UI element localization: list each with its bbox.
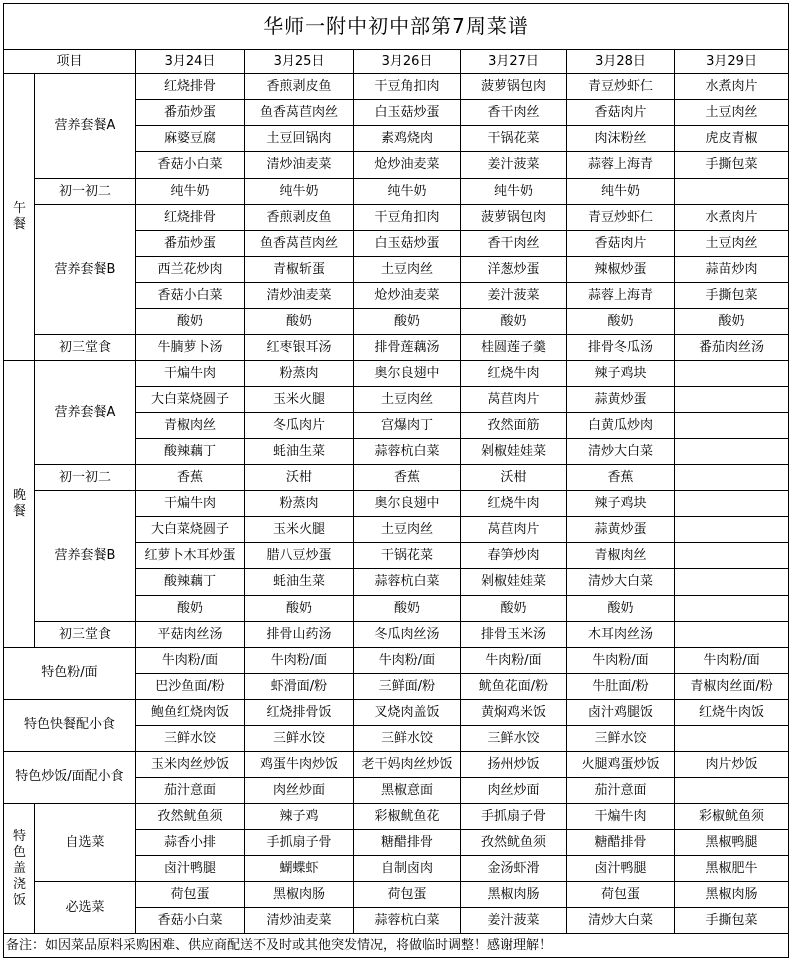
menu-cell: 红枣银耳汤 <box>245 334 354 360</box>
menu-cell: 酸辣藕丁 <box>136 569 245 595</box>
menu-cell: 肉丝炒面 <box>245 777 354 803</box>
menu-cell: 香蕉 <box>136 465 245 491</box>
table-row <box>4 751 789 777</box>
menu-cell: 清炒油麦菜 <box>245 282 354 308</box>
menu-cell: 干煸牛肉 <box>567 804 675 830</box>
menu-cell <box>675 569 789 595</box>
menu-cell: 蒜蓉杭白菜 <box>354 569 461 595</box>
menu-cell: 香煎剥皮鱼 <box>245 204 354 230</box>
menu-cell: 干煸牛肉 <box>136 360 245 386</box>
header-date: 3月25日 <box>245 49 354 73</box>
menu-cell: 红烧牛肉 <box>461 491 567 517</box>
menu-cell: 土豆肉丝 <box>354 256 461 282</box>
menu-cell: 干锅花菜 <box>354 543 461 569</box>
menu-cell: 桂圆莲子羹 <box>461 334 567 360</box>
menu-cell: 酸奶 <box>354 595 461 621</box>
menu-cell: 糖醋排骨 <box>567 830 675 856</box>
menu-cell: 黑椒鸭腿 <box>675 830 789 856</box>
menu-cell: 黑椒肉肠 <box>461 882 567 908</box>
menu-cell: 糖醋排骨 <box>354 830 461 856</box>
menu-cell <box>675 178 789 204</box>
menu-cell: 干锅花菜 <box>461 126 567 152</box>
required-dishes-label: 必选菜 <box>35 882 136 934</box>
menu-cell: 三鲜水饺 <box>354 725 461 751</box>
menu-cell: 清炒油麦菜 <box>245 908 354 934</box>
menu-cell: 牛肚面/粉 <box>567 673 675 699</box>
table-row <box>4 465 789 491</box>
menu-cell: 酸奶 <box>136 595 245 621</box>
menu-cell: 三鲜水饺 <box>245 725 354 751</box>
menu-cell: 奥尔良翅中 <box>354 360 461 386</box>
menu-cell: 茄汁意面 <box>567 777 675 803</box>
menu-cell: 手撕包菜 <box>675 908 789 934</box>
menu-cell: 排骨山药汤 <box>245 621 354 647</box>
menu-cell: 玉米火腿 <box>245 387 354 413</box>
menu-cell: 叉烧肉盖饭 <box>354 699 461 725</box>
menu-cell: 金汤虾滑 <box>461 856 567 882</box>
menu-cell: 玉米肉丝炒饭 <box>136 751 245 777</box>
menu-cell <box>675 439 789 465</box>
menu-cell: 三鲜水饺 <box>567 725 675 751</box>
page-title: 华师一附中初中部第7周菜谱 <box>4 4 789 50</box>
menu-cell: 香干肉丝 <box>461 230 567 256</box>
menu-cell: 荷包蛋 <box>354 882 461 908</box>
menu-cell: 肉丝炒面 <box>461 777 567 803</box>
menu-cell: 纯牛奶 <box>245 178 354 204</box>
menu-cell: 彩椒鱿鱼须 <box>675 804 789 830</box>
menu-cell: 春笋炒肉 <box>461 543 567 569</box>
menu-cell: 炝炒油麦菜 <box>354 282 461 308</box>
menu-cell: 蒜黄炒蛋 <box>567 387 675 413</box>
menu-cell: 西兰花炒肉 <box>136 256 245 282</box>
header-date: 3月29日 <box>675 49 789 73</box>
menu-cell: 牛肉粉/面 <box>354 647 461 673</box>
menu-cell: 鱼香莴苣肉丝 <box>245 230 354 256</box>
menu-cell: 酸奶 <box>461 308 567 334</box>
menu-cell: 纯牛奶 <box>354 178 461 204</box>
menu-cell <box>675 595 789 621</box>
table-row <box>4 647 789 673</box>
menu-cell: 牛肉粉/面 <box>245 647 354 673</box>
table-row <box>4 804 789 830</box>
menu-cell: 巴沙鱼面/粉 <box>136 673 245 699</box>
menu-cell: 香菇肉片 <box>567 100 675 126</box>
menu-cell: 冬瓜肉片 <box>245 413 354 439</box>
menu-cell: 孜然鱿鱼须 <box>136 804 245 830</box>
menu-cell: 蒜蓉上海青 <box>567 282 675 308</box>
menu-cell: 荷包蛋 <box>567 882 675 908</box>
menu-cell: 手抓扇子骨 <box>461 804 567 830</box>
optional-dishes-label: 自选菜 <box>35 804 136 882</box>
menu-cell: 辣子鸡块 <box>567 360 675 386</box>
menu-cell: 水煮肉片 <box>675 74 789 100</box>
menu-cell: 剁椒娃娃菜 <box>461 569 567 595</box>
grade12-label: 初一初二 <box>35 178 136 204</box>
grade3-label: 初三堂食 <box>35 621 136 647</box>
menu-cell: 沃柑 <box>245 465 354 491</box>
menu-cell: 孜然鱿鱼须 <box>461 830 567 856</box>
menu-cell: 孜然面筋 <box>461 413 567 439</box>
menu-cell: 纯牛奶 <box>567 178 675 204</box>
menu-cell <box>675 465 789 491</box>
menu-cell: 鸡蛋牛肉炒饭 <box>245 751 354 777</box>
menu-cell: 肉沫粉丝 <box>567 126 675 152</box>
menu-cell: 茄汁意面 <box>136 777 245 803</box>
menu-cell: 清炒大白菜 <box>567 908 675 934</box>
header-date: 3月27日 <box>461 49 567 73</box>
menu-cell: 酸奶 <box>567 308 675 334</box>
menu-cell: 腊八豆炒蛋 <box>245 543 354 569</box>
set-b-label: 营养套餐B <box>35 491 136 621</box>
menu-cell: 红烧排骨 <box>136 74 245 100</box>
menu-cell: 纯牛奶 <box>136 178 245 204</box>
menu-cell: 肉片炒饭 <box>675 751 789 777</box>
menu-cell: 青椒肉丝 <box>567 543 675 569</box>
menu-cell: 香蕉 <box>354 465 461 491</box>
menu-cell: 番茄肉丝汤 <box>675 334 789 360</box>
menu-cell: 老干妈肉丝炒饭 <box>354 751 461 777</box>
lunch-label: 午餐 <box>4 74 35 361</box>
menu-cell: 鱿鱼花面/粉 <box>461 673 567 699</box>
menu-cell: 蒜香小排 <box>136 830 245 856</box>
menu-cell: 蒜蓉杭白菜 <box>354 908 461 934</box>
menu-cell <box>675 413 789 439</box>
menu-cell: 炝炒油麦菜 <box>354 152 461 178</box>
menu-cell <box>675 517 789 543</box>
table-row <box>4 882 789 908</box>
header-date: 3月24日 <box>136 49 245 73</box>
weekly-menu-table <box>3 3 789 958</box>
table-row <box>4 934 789 958</box>
menu-cell: 麻婆豆腐 <box>136 126 245 152</box>
menu-cell: 牛肉粉/面 <box>136 647 245 673</box>
menu-cell: 沃柑 <box>461 465 567 491</box>
menu-cell: 香蕉 <box>567 465 675 491</box>
menu-cell: 青豆炒虾仁 <box>567 74 675 100</box>
menu-cell: 平菇肉丝汤 <box>136 621 245 647</box>
menu-cell: 番茄炒蛋 <box>136 230 245 256</box>
menu-cell: 蝴蝶虾 <box>245 856 354 882</box>
menu-cell: 宫爆肉丁 <box>354 413 461 439</box>
menu-cell: 红烧牛肉饭 <box>675 699 789 725</box>
menu-cell: 虎皮青椒 <box>675 126 789 152</box>
menu-cell: 手撕包菜 <box>675 282 789 308</box>
menu-cell: 奥尔良翅中 <box>354 491 461 517</box>
menu-cell: 鱼香莴苣肉丝 <box>245 100 354 126</box>
menu-cell: 青椒肉丝 <box>136 413 245 439</box>
menu-cell: 酸奶 <box>567 595 675 621</box>
header-date: 3月28日 <box>567 49 675 73</box>
menu-cell: 鲍鱼红烧肉饭 <box>136 699 245 725</box>
menu-cell: 白玉菇炒蛋 <box>354 230 461 256</box>
menu-cell: 三鲜面/粉 <box>354 673 461 699</box>
set-a-label: 营养套餐A <box>35 74 136 178</box>
menu-cell: 大白菜烧圆子 <box>136 387 245 413</box>
dinner-label: 晚餐 <box>4 360 35 647</box>
header-item-label: 项目 <box>4 49 136 73</box>
menu-cell: 酸辣藕丁 <box>136 439 245 465</box>
menu-cell: 黑椒肉肠 <box>245 882 354 908</box>
menu-cell: 排骨玉米汤 <box>461 621 567 647</box>
menu-cell: 卤汁鸡腿饭 <box>567 699 675 725</box>
menu-cell: 牛腩萝卜汤 <box>136 334 245 360</box>
menu-cell: 素鸡烧肉 <box>354 126 461 152</box>
menu-cell: 清炒油麦菜 <box>245 152 354 178</box>
menu-cell: 纯牛奶 <box>461 178 567 204</box>
menu-cell: 蚝油生菜 <box>245 569 354 595</box>
menu-cell <box>675 777 789 803</box>
menu-cell: 剁椒娃娃菜 <box>461 439 567 465</box>
menu-cell: 红烧排骨 <box>136 204 245 230</box>
menu-cell: 卤汁鸭腿 <box>136 856 245 882</box>
menu-cell: 黑椒肉肠 <box>675 882 789 908</box>
set-b-label: 营养套餐B <box>35 204 136 334</box>
menu-cell <box>675 360 789 386</box>
menu-cell: 干煸牛肉 <box>136 491 245 517</box>
menu-cell: 清炒大白菜 <box>567 439 675 465</box>
menu-cell: 排骨冬瓜汤 <box>567 334 675 360</box>
menu-cell: 手抓扇子骨 <box>245 830 354 856</box>
menu-cell: 姜汁菠菜 <box>461 152 567 178</box>
menu-cell <box>675 387 789 413</box>
menu-cell <box>675 543 789 569</box>
menu-cell: 蒜苗炒肉 <box>675 256 789 282</box>
menu-cell: 香干肉丝 <box>461 100 567 126</box>
menu-cell: 香菇小白菜 <box>136 282 245 308</box>
menu-cell: 虾滑面/粉 <box>245 673 354 699</box>
menu-cell: 酸奶 <box>245 595 354 621</box>
menu-cell: 蒜黄炒蛋 <box>567 517 675 543</box>
menu-cell: 冬瓜肉丝汤 <box>354 621 461 647</box>
menu-cell: 菠萝锅包肉 <box>461 74 567 100</box>
menu-cell: 干豆角扣肉 <box>354 74 461 100</box>
menu-cell: 彩椒鱿鱼花 <box>354 804 461 830</box>
menu-cell: 青椒肉丝面/粉 <box>675 673 789 699</box>
table-row <box>4 491 789 517</box>
menu-cell: 酸奶 <box>675 308 789 334</box>
table-row <box>4 334 789 360</box>
menu-cell: 火腿鸡蛋炒饭 <box>567 751 675 777</box>
header-date: 3月26日 <box>354 49 461 73</box>
menu-cell <box>675 621 789 647</box>
menu-cell: 红萝卜木耳炒蛋 <box>136 543 245 569</box>
menu-cell: 大白菜烧圆子 <box>136 517 245 543</box>
menu-cell: 辣子鸡 <box>245 804 354 830</box>
rice-bowl-label: 特色盖浇饭 <box>4 804 35 934</box>
menu-cell: 姜汁菠菜 <box>461 908 567 934</box>
menu-cell <box>675 725 789 751</box>
menu-cell: 卤汁鸭腿 <box>567 856 675 882</box>
menu-cell: 干豆角扣肉 <box>354 204 461 230</box>
menu-cell: 红烧排骨饭 <box>245 699 354 725</box>
menu-cell: 姜汁菠菜 <box>461 282 567 308</box>
menu-cell: 自制卤肉 <box>354 856 461 882</box>
menu-cell: 牛肉粉/面 <box>461 647 567 673</box>
menu-cell: 酸奶 <box>461 595 567 621</box>
menu-cell: 酸奶 <box>136 308 245 334</box>
menu-cell: 黑椒意面 <box>354 777 461 803</box>
menu-cell: 蚝油生菜 <box>245 439 354 465</box>
menu-cell: 青椒斩蛋 <box>245 256 354 282</box>
menu-cell: 辣子鸡块 <box>567 491 675 517</box>
table-row <box>4 699 789 725</box>
menu-cell: 手撕包菜 <box>675 152 789 178</box>
menu-cell: 牛肉粉/面 <box>675 647 789 673</box>
menu-cell: 辣椒炒蛋 <box>567 256 675 282</box>
menu-cell: 青豆炒虾仁 <box>567 204 675 230</box>
menu-cell: 土豆肉丝 <box>354 517 461 543</box>
menu-cell: 扬州炒饭 <box>461 751 567 777</box>
menu-cell: 香菇小白菜 <box>136 152 245 178</box>
menu-cell: 水煮肉片 <box>675 204 789 230</box>
menu-cell: 香煎剥皮鱼 <box>245 74 354 100</box>
menu-cell: 香菇肉片 <box>567 230 675 256</box>
menu-cell: 莴苣肉片 <box>461 517 567 543</box>
fried_rice-label: 特色炒饭/面配小食 <box>4 751 136 803</box>
table-row <box>4 204 789 230</box>
fast_meal-label: 特色快餐配小食 <box>4 699 136 751</box>
menu-cell: 牛肉粉/面 <box>567 647 675 673</box>
grade12-label: 初一初二 <box>35 465 136 491</box>
menu-cell: 蒜蓉上海青 <box>567 152 675 178</box>
menu-cell: 白黄瓜炒肉 <box>567 413 675 439</box>
footnote: 备注：如因菜品原料采购困难、供应商配送不及时或其他突发情况，将做临时调整！感谢理解！ <box>4 934 789 958</box>
menu-cell: 三鲜水饺 <box>136 725 245 751</box>
menu-cell: 红烧牛肉 <box>461 360 567 386</box>
menu-cell: 玉米火腿 <box>245 517 354 543</box>
menu-cell: 酸奶 <box>245 308 354 334</box>
menu-cell: 菠萝锅包肉 <box>461 204 567 230</box>
table-row <box>4 621 789 647</box>
menu-cell: 黄焖鸡米饭 <box>461 699 567 725</box>
menu-cell: 土豆肉丝 <box>354 387 461 413</box>
menu-cell: 三鲜水饺 <box>461 725 567 751</box>
menu-cell: 排骨莲藕汤 <box>354 334 461 360</box>
table-row <box>4 178 789 204</box>
menu-cell: 荷包蛋 <box>136 882 245 908</box>
menu-cell: 木耳肉丝汤 <box>567 621 675 647</box>
menu-cell: 清炒大白菜 <box>567 569 675 595</box>
grade3-label: 初三堂食 <box>35 334 136 360</box>
menu-cell: 土豆肉丝 <box>675 100 789 126</box>
menu-cell: 黑椒肥牛 <box>675 856 789 882</box>
table-row <box>4 360 789 386</box>
menu-cell <box>675 491 789 517</box>
table-row <box>4 74 789 100</box>
menu-cell: 粉蒸肉 <box>245 491 354 517</box>
menu-cell: 香菇小白菜 <box>136 908 245 934</box>
menu-cell: 酸奶 <box>354 308 461 334</box>
menu-cell: 白玉菇炒蛋 <box>354 100 461 126</box>
menu-cell: 土豆肉丝 <box>675 230 789 256</box>
menu-cell: 莴苣肉片 <box>461 387 567 413</box>
table-row <box>4 49 789 73</box>
menu-cell: 蒜蓉杭白菜 <box>354 439 461 465</box>
menu-cell: 粉蒸肉 <box>245 360 354 386</box>
menu-cell: 番茄炒蛋 <box>136 100 245 126</box>
noodles-label: 特色粉/面 <box>4 647 136 699</box>
menu-cell: 洋葱炒蛋 <box>461 256 567 282</box>
set-a-label: 营养套餐A <box>35 360 136 464</box>
menu-cell: 土豆回锅肉 <box>245 126 354 152</box>
table-row <box>4 4 789 50</box>
